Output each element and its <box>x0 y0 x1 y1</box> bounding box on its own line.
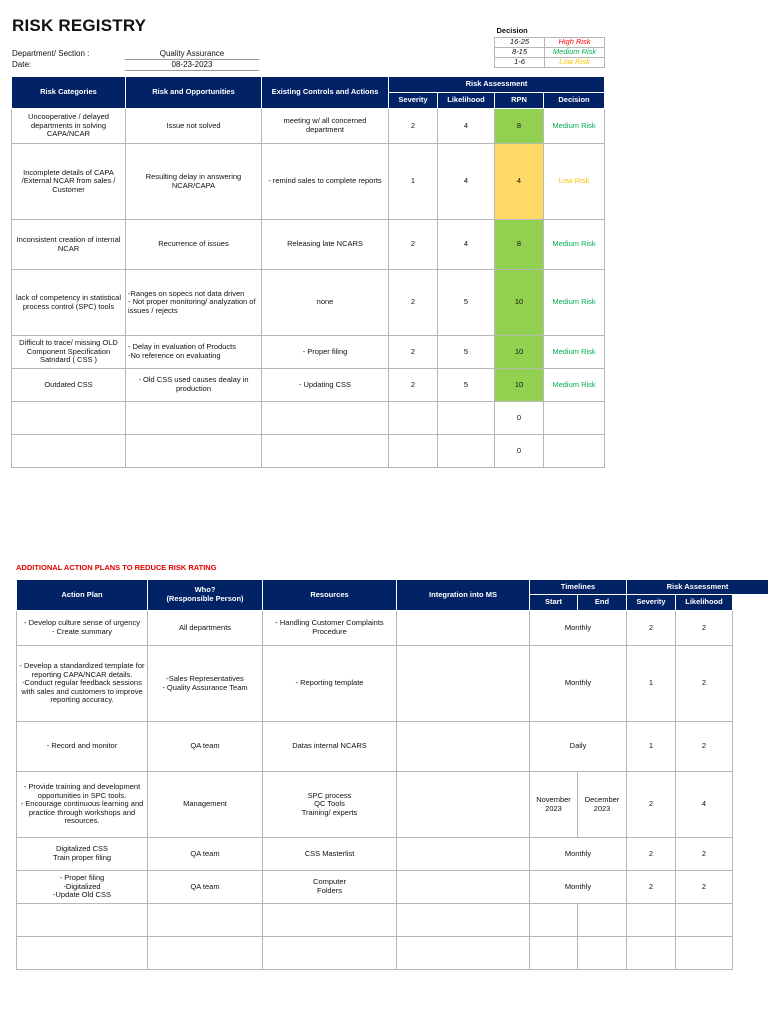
action-plan-cell: - Develop a standardized template for reporting CAPA/NCAR details. -Conduct regular feedback sessions with sales and customers to improve reporting accuracy. <box>17 646 148 722</box>
responsible-cell: QA team <box>148 722 263 772</box>
table-row <box>17 772 768 838</box>
table-row <box>12 144 605 220</box>
severity-cell: 2 <box>389 109 438 144</box>
plan-severity-cell[interactable] <box>627 937 676 970</box>
header-resources: Resources <box>263 580 397 611</box>
existing-control: meeting w/ all concerned department <box>262 109 389 144</box>
resources-cell[interactable] <box>263 904 397 937</box>
plan-severity-cell: 1 <box>627 646 676 722</box>
plan-likelihood-cell: 2 <box>676 871 733 904</box>
risk-category: Uncooperative / delayed departments in solving CAPA/NCAR <box>12 109 126 144</box>
header-spacer <box>733 595 768 611</box>
end-cell: December 2023 <box>578 772 627 838</box>
action-plan-cell: - Proper filing -Digitalized -Update Old CSS <box>17 871 148 904</box>
timeline-cell: Monthly <box>530 646 627 722</box>
table-row <box>12 336 605 369</box>
table-row <box>12 109 605 144</box>
legend-row <box>495 47 605 57</box>
decision-cell: Medium Risk <box>544 109 605 144</box>
start-cell: November 2023 <box>530 772 578 838</box>
row-spacer <box>733 722 768 772</box>
end-cell[interactable] <box>578 904 627 937</box>
plan-likelihood-cell[interactable] <box>676 937 733 970</box>
resources-cell: SPC process QC Tools Training/ experts <box>263 772 397 838</box>
integration-cell[interactable] <box>397 937 530 970</box>
severity-cell: 2 <box>389 220 438 270</box>
risk-category: Outdated CSS <box>12 369 126 402</box>
rpn-cell: 0 <box>495 402 544 435</box>
table-row <box>17 838 768 871</box>
header-timelines: Timelines <box>530 580 627 595</box>
header-rpn: RPN <box>495 93 544 109</box>
start-cell[interactable] <box>530 904 578 937</box>
severity-cell[interactable] <box>389 402 438 435</box>
risk-category: Incomplete details of CAPA /External NCAR from sales / Customer <box>12 144 126 220</box>
header-decision: Decision <box>544 93 605 109</box>
risk-opportunity: Issue not solved <box>126 109 262 144</box>
resources-cell: CSS Masterlist <box>263 838 397 871</box>
severity-cell: 1 <box>389 144 438 220</box>
rpn-cell: 10 <box>495 336 544 369</box>
likelihood-cell: 5 <box>438 369 495 402</box>
department-label: Department/ Section : <box>12 49 90 58</box>
responsible-cell: QA team <box>148 838 263 871</box>
header-risk-categories: Risk Categories <box>12 77 126 109</box>
likelihood-cell: 4 <box>438 220 495 270</box>
action-plan-cell[interactable] <box>17 937 148 970</box>
risk-category: lack of competency in statistical process control (SPC) tools <box>12 270 126 336</box>
decision-cell: Medium Risk <box>544 220 605 270</box>
header-end: End <box>578 595 627 611</box>
likelihood-cell[interactable] <box>438 435 495 468</box>
table-row <box>17 937 768 970</box>
table-row <box>17 646 768 722</box>
action-plan-cell[interactable] <box>17 904 148 937</box>
rpn-cell: 10 <box>495 270 544 336</box>
integration-cell[interactable] <box>397 772 530 838</box>
header-integration: Integration into MS <box>397 580 530 611</box>
responsible-cell: Management <box>148 772 263 838</box>
existing-control: - Updating CSS <box>262 369 389 402</box>
plan-likelihood-cell: 2 <box>676 838 733 871</box>
header-start: Start <box>530 595 578 611</box>
timeline-cell: Monthly <box>530 611 627 646</box>
plan-likelihood-cell: 2 <box>676 722 733 772</box>
timeline-cell: Monthly <box>530 871 627 904</box>
resources-cell: - Reporting template <box>263 646 397 722</box>
header-responsible-person: Who? (Responsible Person) <box>148 580 263 611</box>
start-cell[interactable] <box>530 937 578 970</box>
severity-cell: 2 <box>389 369 438 402</box>
decision-cell <box>544 402 605 435</box>
likelihood-cell: 5 <box>438 270 495 336</box>
integration-cell[interactable] <box>397 611 530 646</box>
severity-cell: 2 <box>389 270 438 336</box>
row-spacer <box>733 772 768 838</box>
risk-opportunity: Resulting delay in answering NCAR/CAPA <box>126 144 262 220</box>
header-likelihood: Likelihood <box>438 93 495 109</box>
row-spacer <box>733 871 768 904</box>
plan-severity-cell: 2 <box>627 871 676 904</box>
header-plan-risk-assessment: Risk Assessment <box>627 580 768 595</box>
legend-decision: High Risk <box>545 37 605 47</box>
header-existing-controls: Existing Controls and Actions <box>262 77 389 109</box>
responsible-cell: QA team <box>148 871 263 904</box>
legend-range: 8-15 <box>495 47 545 57</box>
table-row <box>12 369 605 402</box>
timeline-cell: Daily <box>530 722 627 772</box>
plan-likelihood-cell: 2 <box>676 646 733 722</box>
row-spacer <box>733 937 768 970</box>
likelihood-cell: 4 <box>438 144 495 220</box>
date-value[interactable]: 08-23-2023 <box>125 60 259 71</box>
table-row <box>12 402 605 435</box>
resources-cell: Computer Folders <box>263 871 397 904</box>
header-risk-opportunities: Risk and Opportunities <box>126 77 262 109</box>
action-plan-cell: - Provide training and development opportunities in SPC tools. - Encourage continuous learning and practice through workshops and resources. <box>17 772 148 838</box>
rpn-cell: 8 <box>495 109 544 144</box>
existing-control: - Proper filing <box>262 336 389 369</box>
risk-category[interactable] <box>12 435 126 468</box>
header-plan-severity: Severity <box>627 595 676 611</box>
header-action-plan: Action Plan <box>17 580 148 611</box>
integration-cell[interactable] <box>397 904 530 937</box>
action-plan-cell: Digitalized CSS Train proper filing <box>17 838 148 871</box>
action-plans-title: ADDITIONAL ACTION PLANS TO REDUCE RISK RATING <box>16 563 217 572</box>
table-row <box>17 611 768 646</box>
existing-control[interactable] <box>262 402 389 435</box>
row-spacer <box>733 838 768 871</box>
risk-table <box>11 76 605 468</box>
table-row <box>12 435 605 468</box>
resources-cell: Datas internal NCARS <box>263 722 397 772</box>
plan-severity-cell: 2 <box>627 611 676 646</box>
plan-likelihood-cell: 2 <box>676 611 733 646</box>
legend-row <box>495 57 605 67</box>
row-spacer <box>733 904 768 937</box>
legend-decision: Medium Risk <box>545 47 605 57</box>
decision-cell: Medium Risk <box>544 270 605 336</box>
existing-control: none <box>262 270 389 336</box>
header-risk-assessment: Risk Assessment <box>389 77 605 93</box>
end-cell[interactable] <box>578 937 627 970</box>
row-spacer <box>733 646 768 722</box>
risk-opportunity: Recurrence of issues <box>126 220 262 270</box>
table-row <box>12 270 605 336</box>
action-plan-cell: - Develop culture sense of urgency - Create summary <box>17 611 148 646</box>
responsible-cell[interactable] <box>148 937 263 970</box>
table-row <box>17 871 768 904</box>
plan-severity-cell: 2 <box>627 772 676 838</box>
existing-control: Releasing late NCARS <box>262 220 389 270</box>
header-plan-likelihood: Likelihood <box>676 595 733 611</box>
table-row <box>12 220 605 270</box>
resources-cell: - Handling Customer Complaints Procedure <box>263 611 397 646</box>
row-spacer <box>733 611 768 646</box>
legend-row <box>495 37 605 47</box>
likelihood-cell: 4 <box>438 109 495 144</box>
decision-legend <box>494 27 605 68</box>
legend-range: 16-25 <box>495 37 545 47</box>
risk-opportunity[interactable] <box>126 435 262 468</box>
risk-category: Inconsistent creation of internal NCAR <box>12 220 126 270</box>
integration-cell[interactable] <box>397 871 530 904</box>
action-plan-table <box>16 579 768 970</box>
existing-control[interactable] <box>262 435 389 468</box>
responsible-cell[interactable] <box>148 904 263 937</box>
risk-category[interactable] <box>12 402 126 435</box>
plan-severity-cell: 2 <box>627 838 676 871</box>
action-plan-cell: - Record and monitor <box>17 722 148 772</box>
plan-likelihood-cell[interactable] <box>676 904 733 937</box>
legend-header: Decision <box>496 27 528 36</box>
rpn-cell: 8 <box>495 220 544 270</box>
decision-cell: Medium Risk <box>544 369 605 402</box>
resources-cell[interactable] <box>263 937 397 970</box>
responsible-cell: -Sales Representatives - Quality Assurance Team <box>148 646 263 722</box>
severity-cell: 2 <box>389 336 438 369</box>
decision-cell: Medium Risk <box>544 336 605 369</box>
plan-likelihood-cell: 4 <box>676 772 733 838</box>
plan-severity-cell: 1 <box>627 722 676 772</box>
rpn-cell: 4 <box>495 144 544 220</box>
existing-control: - remind sales to complete reports <box>262 144 389 220</box>
likelihood-cell[interactable] <box>438 402 495 435</box>
timeline-cell: Monthly <box>530 838 627 871</box>
table-row <box>17 904 768 937</box>
risk-category: Difficult to trace/ missing OLD Component Specification Satndard ( CSS ) <box>12 336 126 369</box>
integration-cell[interactable] <box>397 646 530 722</box>
rpn-cell: 10 <box>495 369 544 402</box>
rpn-cell: 0 <box>495 435 544 468</box>
severity-cell[interactable] <box>389 435 438 468</box>
decision-cell: Low Risk <box>544 144 605 220</box>
plan-severity-cell[interactable] <box>627 904 676 937</box>
page-title: RISK REGISTRY <box>12 16 147 35</box>
table-row <box>17 722 768 772</box>
legend-range: 1-6 <box>495 57 545 67</box>
risk-opportunity: - Old CSS used causes dealay in production <box>126 369 262 402</box>
legend-decision: Low Risk <box>545 57 605 67</box>
header-severity: Severity <box>389 93 438 109</box>
responsible-cell: All departments <box>148 611 263 646</box>
risk-opportunity[interactable] <box>126 402 262 435</box>
decision-cell <box>544 435 605 468</box>
risk-opportunity: -Ranges on sopecs not data driven - Not proper monitoring/ analyzation of issues / rejects <box>126 270 262 336</box>
integration-cell[interactable] <box>397 838 530 871</box>
department-value[interactable]: Quality Assurance <box>125 49 259 60</box>
likelihood-cell: 5 <box>438 336 495 369</box>
integration-cell[interactable] <box>397 722 530 772</box>
risk-opportunity: - Delay in evaluation of Products -No reference on evaluating <box>126 336 262 369</box>
date-label: Date: <box>12 60 32 69</box>
